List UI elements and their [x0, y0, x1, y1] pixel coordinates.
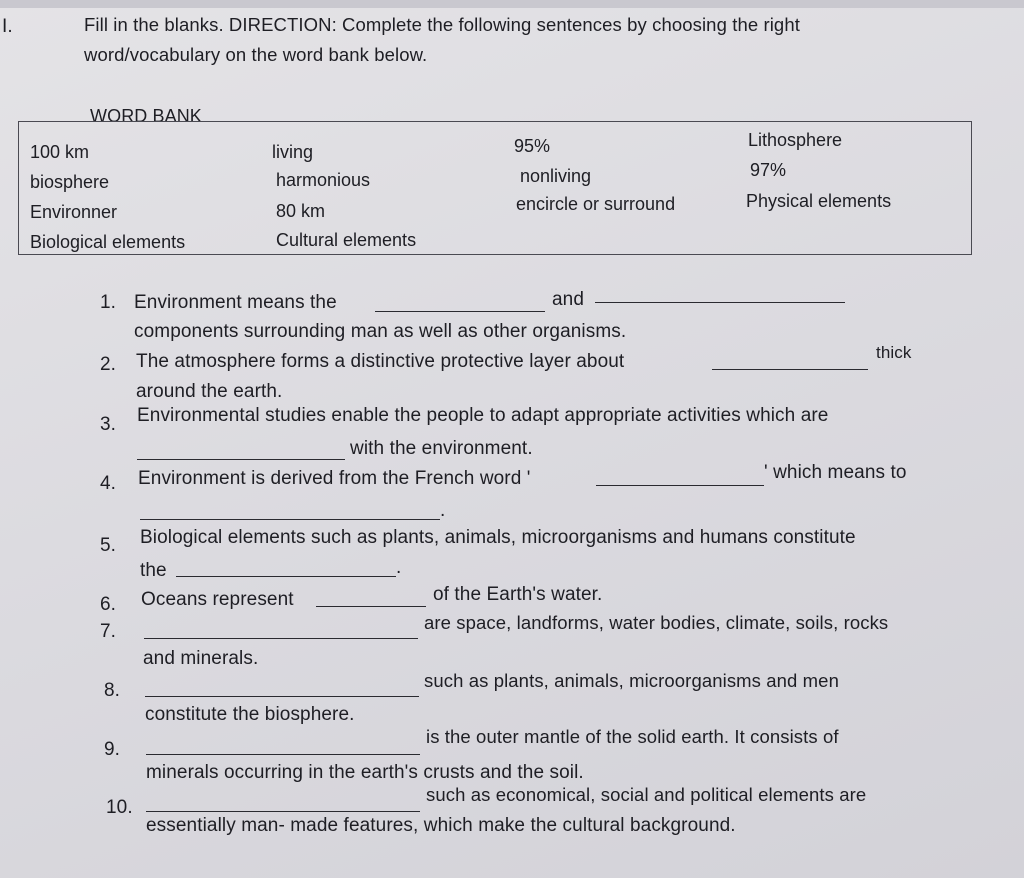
question-text: Environmental studies enable the people to adapt appropriate activities which are: [137, 405, 829, 426]
question-text: Environment is derived from the French word ': [138, 468, 531, 489]
question-text: of the Earth's water.: [433, 584, 603, 605]
question-text: and: [552, 289, 585, 310]
word-bank-item: 97%: [750, 160, 787, 180]
roman-numeral: I.: [2, 16, 13, 37]
question-number: 2.: [100, 354, 117, 375]
answer-blank[interactable]: [176, 562, 396, 577]
instruction-line-1: Fill in the blanks. DIRECTION: Complete the following sentences by choosing the right: [84, 14, 800, 35]
question-number: 9.: [104, 739, 121, 760]
word-bank-item: Cultural elements: [276, 230, 417, 250]
question-number: 5.: [100, 535, 117, 556]
answer-blank[interactable]: [140, 505, 440, 520]
question-text: Oceans represent: [141, 589, 294, 610]
answer-blank[interactable]: [146, 797, 420, 812]
word-bank-item: Biological elements: [30, 232, 186, 252]
question-text: around the earth.: [136, 381, 283, 402]
question-text: The atmosphere forms a distinctive protective layer about: [136, 351, 625, 372]
question-text: Environment means the: [134, 292, 337, 313]
question-text: with the environment.: [350, 438, 533, 459]
question-number: 3.: [100, 414, 117, 435]
question-text: is the outer mantle of the solid earth. It consists of: [426, 726, 839, 747]
word-bank-item: Environner: [30, 202, 118, 222]
word-bank-item: living: [272, 142, 314, 162]
answer-blank[interactable]: [596, 471, 764, 486]
word-bank-item: encircle or surround: [516, 194, 676, 214]
question-text: .: [396, 557, 402, 578]
word-bank-item: Physical elements: [746, 191, 892, 211]
answer-blank[interactable]: [712, 355, 868, 370]
question-number: 7.: [100, 621, 117, 642]
word-bank-item: Lithosphere: [748, 130, 843, 150]
answer-blank[interactable]: [146, 740, 420, 755]
word-bank-item: 80 km: [276, 201, 326, 221]
question-text: ' which means to: [764, 462, 907, 483]
question-text: are space, landforms, water bodies, climate, soils, rocks: [424, 612, 889, 633]
paper-top-edge: [0, 0, 1024, 8]
question-text: thick: [876, 343, 912, 362]
answer-blank[interactable]: [145, 682, 419, 697]
word-bank-item: 95%: [514, 136, 551, 156]
question-text: minerals occurring in the earth's crusts and the soil.: [146, 762, 584, 783]
answer-blank[interactable]: [316, 592, 426, 607]
question-text: constitute the biosphere.: [145, 704, 355, 725]
word-bank-item: biosphere: [30, 172, 110, 192]
word-bank-item: 100 km: [30, 142, 90, 162]
answer-blank[interactable]: [375, 297, 545, 312]
question-text: such as plants, animals, microorganisms and men: [424, 670, 839, 691]
instruction-line-2: word/vocabulary on the word bank below.: [84, 44, 428, 65]
answer-blank[interactable]: [137, 445, 345, 460]
question-number: 10.: [106, 797, 133, 818]
question-number: 4.: [100, 473, 117, 494]
word-bank-item: harmonious: [276, 170, 371, 190]
question-text: components surrounding man as well as other organisms.: [134, 321, 627, 342]
question-text: essentially man- made features, which make the cultural background.: [146, 815, 736, 836]
question-text: such as economical, social and political elements are: [426, 784, 867, 805]
question-number: 6.: [100, 594, 117, 615]
word-bank-title: WORD BANK: [90, 106, 202, 126]
question-text: Biological elements such as plants, animals, microorganisms and humans constitute: [140, 527, 856, 548]
question-number: 1.: [100, 292, 117, 313]
question-text: and minerals.: [143, 648, 259, 669]
word-bank-item: nonliving: [520, 166, 592, 186]
question-text: the: [140, 560, 167, 581]
answer-blank[interactable]: [595, 288, 845, 303]
question-text: .: [440, 500, 446, 521]
answer-blank[interactable]: [144, 624, 418, 639]
question-number: 8.: [104, 680, 121, 701]
